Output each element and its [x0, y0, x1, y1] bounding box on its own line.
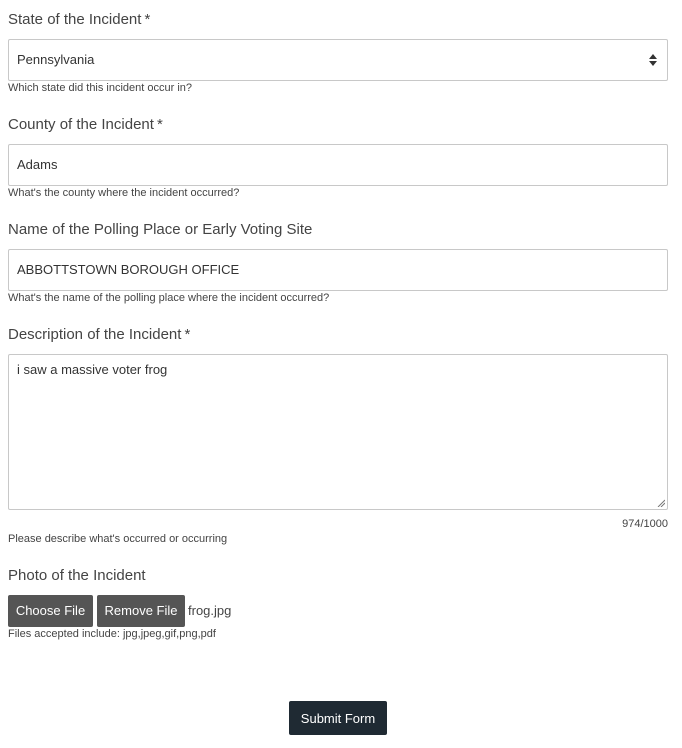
description-label-text: Description of the Incident [8, 326, 182, 343]
select-arrows-icon [649, 54, 657, 66]
description-label [8, 326, 190, 343]
county-label-text: County of the Incident [8, 116, 154, 133]
remove-file-button[interactable]: Remove File [97, 595, 185, 627]
resize-grip-icon[interactable] [657, 499, 665, 507]
submit-form-button[interactable]: Submit Form [289, 701, 387, 735]
polling-place-input[interactable]: ABBOTTSTOWN BOROUGH OFFICE [8, 249, 668, 291]
polling-place-help: What's the name of the polling place where the incident occurred? [8, 292, 330, 304]
county-label [8, 116, 163, 133]
state-label-text: State of the Incident [8, 11, 142, 28]
county-help: What's the county where the incident occurred? [8, 187, 240, 199]
description-textarea[interactable] [8, 354, 668, 510]
required-mark: * [184, 326, 191, 343]
required-mark: * [156, 116, 163, 133]
photo-help: Files accepted include: jpg,jpeg,gif,png,pdf [8, 628, 216, 640]
photo-label: Photo of the Incident [8, 567, 146, 584]
state-select[interactable] [8, 39, 668, 81]
county-input[interactable]: Adams [8, 144, 668, 186]
description-help: Please describe what's occurred or occurring [8, 533, 228, 545]
state-help: Which state did this incident occur in? [8, 82, 193, 94]
state-select-value: Pennsylvania [17, 52, 95, 67]
character-counter: 974/1000 [622, 518, 668, 530]
state-label [8, 11, 150, 28]
polling-place-label: Name of the Polling Place or Early Voting Site [8, 221, 313, 238]
required-mark: * [144, 11, 151, 28]
description-value: i saw a massive voter frog [17, 362, 168, 377]
choose-file-button[interactable]: Choose File [8, 595, 93, 627]
selected-file-name: frog.jpg [188, 603, 232, 618]
